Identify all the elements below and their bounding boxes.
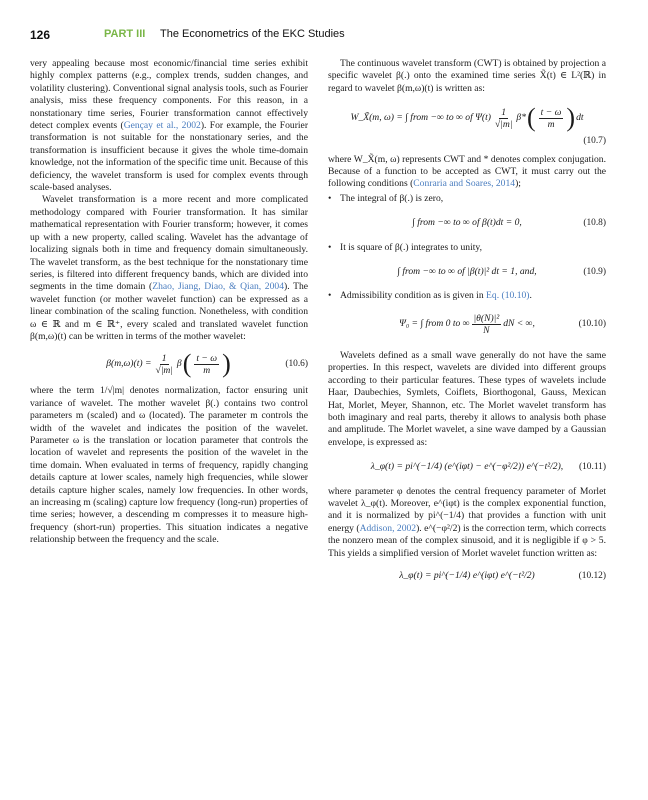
equation-number: (10.10) <box>578 319 606 330</box>
paragraph: where W_X̃(m, ω) represents CWT and * denotes complex conjugation. Because of a function to be accepted as CWT, it must carry out the following conditions (Conraria and Soares, 2014); <box>328 153 606 190</box>
paragraph: Wavelet transformation is a more recent and more complicated methodology compared with Fourier transformation. It has similar mathematical representation with Fourier transform; however, it comes up with a new property, called scaling. Wavelet has the advantage of localizing signals both in time and frequency domain simultaneously. The wavelet transform, as the best technique for the nonstationary time series, is filtered into different frequency bands, which are divided into segments in the time domain (Zhao, Jiang, Diao, & Qian, 2004). The wavelet function (or mother wavelet function) can be expressed as a linear combination of the scaling function. Nonetheless, with condition ω ∈ ℝ and m ∈ ℝ⁺, every scaled and translated wavelet function β(m,ω)(t) can be written in terms of the mother wavelet: <box>30 194 308 342</box>
part-label: PART III <box>104 28 146 40</box>
paragraph: Wavelets defined as a small wave generally do not have the same properties. In this respect, wavelets are divided into different groups according to their particular features. These types of wavelets include Haar, Daubechies, Symlets, Coiflets, Biorthogonal, Gauss, Mexican Hat, Morlet, Meyer, Shannon, etc. The Morlet wavelet transform has both imaginary and real parts, thereby it allows to analysis both phase and amplitude. The Morlet wavelet, a sine wave damped by a Gaussian envelope, is expressed as: <box>328 349 606 448</box>
fraction: $\frac{1}{√|m|}$ <box>494 106 513 130</box>
equation-10-10: Ψ₀ = ∫ from 0 to ∞ $\frac{\text{|θ(N)|²}}{N}$ dN < ∞, (10.10) <box>399 312 606 336</box>
equation-10-6: β(m,ω)(t) = $\frac{1}{√|m|}$ β ( $\frac{t - \omega}{m}$ ) (10.6) <box>106 349 308 379</box>
equation-10-11: λ_φ(t) = pi^(−1/4) (e^(iφt) − e^(−φ²/2)) e^(−t²/2), (10.11) <box>370 461 606 473</box>
equation-number: (10.6) <box>285 359 308 370</box>
citation-link[interactable]: Addison, 2002 <box>359 522 417 534</box>
paragraph: where the term 1/√|m| denotes normalization, factor ensuring unit variance of wavelet. The mother wavelet β(.) contains two control parameters m (scaled) and ω (located). The parameter m controls the width of the wavelet and indicates the position of the wavelet. Parameter ω is the translation or location parameter that controls the location of wavelet and represents the position of the wavelet in the time domain. When evaluated in terms of frequency, rapidly changing details capture at lower scales, namely high frequencies, while slower details capture higher scales, namely low frequencies. In other words, an increasing m (scaling) capture low frequency (long-run) properties of time series; however, a descending m compresses it to measure high-frequency (short-run) properties. This situation indicates a negative relationship between the frequency and the scale. <box>30 385 308 546</box>
right-column <box>328 58 606 783</box>
equation-number: (10.8) <box>583 218 606 229</box>
paragraph: very appealing because most economic/financial time series exhibit highly complex patterns (e.g., complex trends, sudden changes, and volatility clustering). Conventional signal analysis tools, such as Fourier analysis, miss these frequency components. For this reason, in a nonstationary time series, Fourier transformation cannot effectively detect complex events (Gençay et al., 2002). For example, the Fourier transformation is not suitable for the nonstationary series, and the transformation is insufficient because it gives the whole time-domain knowledge, not the information of the specific time unit. Because of this deficiency, the wavelet transform is used for complex events through scale-based analyses. <box>30 58 309 194</box>
list-item: • The integral of β(.) is zero, <box>328 192 444 204</box>
equation-10-12: λ_φ(t) = pi^(−1/4) e^(iφt) e^(−t²/2) (10.12) <box>399 569 606 581</box>
citation-link[interactable]: Conraria and Soares, 2014 <box>413 178 516 190</box>
list-item: • Admissibility condition as is given in Eq. (10.10). <box>328 290 532 302</box>
paragraph: The continuous wavelet transform (CWT) is obtained by projection a specific wavelet β(.) onto the examined time series X̃(t) ∈ L²(ℝ) in regard to wavelet β(m,ω)(t) is written as: <box>328 58 606 94</box>
equation-link[interactable]: Eq. (10.10) <box>486 290 530 302</box>
fraction: $\frac{t - \omega}{m}$ <box>196 352 218 376</box>
fraction: $\frac{t - \omega}{m}$ <box>540 106 562 130</box>
fraction: $\frac{\text{|θ(N)|²}}{N}$ <box>473 312 500 336</box>
equation-10-7: W_X̃(m, ω) = ∫ from −∞ to ∞ of Ψ(t) $\frac{1}{√|m|}$ β* ( $\frac{t - \omega}{m}$ ) dt <box>350 103 584 133</box>
equation-10-9: ∫ from −∞ to ∞ of |β(t)|² dt = 1, and, (10.9) <box>397 266 606 278</box>
equation-10-8: ∫ from −∞ to ∞ of β(t)dt = 0, (10.8) <box>412 217 606 229</box>
equation-number: (10.11) <box>579 462 606 473</box>
fraction: $\frac{1}{√|m|}$ <box>155 352 173 376</box>
equation-number: (10.9) <box>583 267 606 278</box>
paragraph: where parameter φ denotes the central frequency parameter of Morlet wavelet λ_φ(t). Moreover, e^(iφt) is the complex exponential function, and it is normalized by pi^(−1/4) that provides a function with unit energy (Addison, 2002). e^(−φ²/2) is the correction term, which corrects the nonzero mean of the complex sinusoid, and it is negligible if φ > 5. This yields a simplified version of Morlet wavelet function written as: <box>328 485 606 559</box>
page-header <box>30 28 620 46</box>
citation-link[interactable]: Gençay et al., 2002 <box>123 120 201 132</box>
list-item: • It is square of β(.) integrates to unity, <box>328 241 482 253</box>
running-title: The Econometrics of the EKC Studies <box>160 28 345 40</box>
left-column <box>30 58 308 783</box>
equation-number: (10.12) <box>578 570 606 581</box>
citation-link[interactable]: Zhao, Jiang, Diao, & Qian, 2004 <box>152 281 284 293</box>
page-number: 126 <box>30 28 51 42</box>
equation-number: (10.7) <box>583 136 606 147</box>
